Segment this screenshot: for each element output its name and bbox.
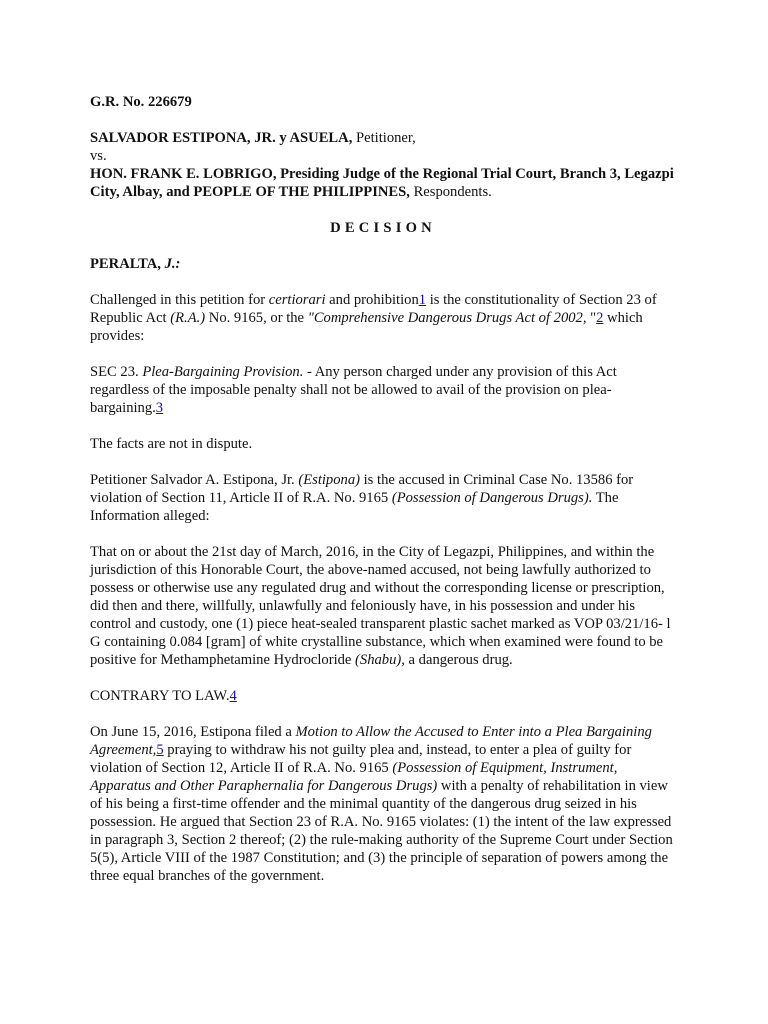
paragraph-petitioner [90, 471, 676, 525]
italic-run: (R.A.) [170, 310, 206, 326]
respondents-line [90, 165, 676, 201]
paragraph-motion [90, 723, 676, 885]
paragraph-information [90, 543, 676, 669]
text-run: a dangerous drug. [404, 652, 513, 668]
italic-run: "Comprehensive Dangerous Drugs Act of 2002, [307, 310, 591, 326]
italic-run: (Estipona) [298, 472, 360, 488]
text-run: - Any person charged under any provision of this Act regardless of the imposable penalty shall not be allowed to avail of the provision on plea-bargaining. [90, 364, 617, 416]
italic-run: certiorari [268, 292, 326, 308]
text-run: and prohibition [325, 292, 419, 308]
versus-line: vs. [90, 148, 107, 164]
footnote-link-3[interactable]: 3 [155, 400, 164, 416]
italic-run: (Possession of Equipment, Instrument, Apparatus and Other Paraphernalia for Dangerous Drugs) [90, 760, 618, 794]
italic-run: (Shabu), [355, 652, 405, 668]
italic-run: Motion to Allow the Accused to Enter into a Plea Bargaining Agreement, [90, 724, 652, 758]
ponente-line [90, 255, 676, 273]
footnote-link-2[interactable]: 2 [596, 310, 604, 326]
paragraph-challenge [90, 291, 676, 345]
text-run: SEC 23. [90, 364, 143, 380]
decision-heading: DECISION [330, 220, 436, 236]
case-number: G.R. No. 226679 [90, 94, 192, 110]
footnote-link-5[interactable]: 5 [156, 742, 164, 758]
paragraph-section-23 [90, 363, 676, 417]
footnote-link-4[interactable]: 4 [229, 688, 237, 704]
footnote-link-1[interactable]: 1 [418, 292, 427, 308]
text-run: Challenged in this petition for [90, 292, 269, 308]
text-run: Petitioner Salvador A. Estipona, Jr. [90, 472, 299, 488]
text-run: is the constitutionality of Section 23 of Republic Act [90, 292, 657, 326]
text-run: praying to withdraw his not guilty plea and, instead, to enter a plea of guilty for violation of Section 12, Article II of R.A. No. 9165 [90, 742, 632, 776]
text-run: " [590, 310, 597, 326]
petitioner-role: Petitioner, [352, 130, 416, 146]
case-parties [90, 129, 676, 201]
text-run: is the accused in Criminal Case No. 13586 for violation of Section 11, Article II of R.A. No. 9165 [90, 472, 634, 506]
ponente-suffix: J.: [164, 256, 181, 272]
paragraph-facts: The facts are not in dispute. [90, 436, 253, 452]
text-run: The Information alleged: [90, 490, 619, 524]
petitioner-name: SALVADOR ESTIPONA, JR. y ASUELA, [90, 130, 353, 146]
respondents-names: HON. FRANK E. LOBRIGO, Presiding Judge of the Regional Trial Court, Branch 3, Legazpi City, Albay, and PEOPLE OF THE PHILIPPINES, [90, 166, 674, 200]
text-run: On June 15, 2016, Estipona filed a [90, 724, 296, 740]
respondents-role: Respondents. [409, 184, 492, 200]
italic-run: (Possession of Dangerous Drugs). [391, 490, 593, 506]
text-run: with a penalty of rehabilitation in view of his being a first-time offender and the minimal quantity of the dangerous drug seized in his possession. He argued that Section 23 of R.A. No. 9165 violates: (1) the intent of the law expressed in paragraph 3, Section 2 thereof; (2) the rule-making authority of the Supreme Court under Section 5(5), Article VIII of the 1987 Constitution; and (3) the principle of separation of powers among the three equal branches of the government. [90, 778, 673, 884]
text-run: which provides: [90, 310, 643, 344]
ponente-name: PERALTA, [90, 256, 165, 272]
petitioner-line [90, 129, 676, 147]
text-run: That on or about the 21st day of March, 2016, in the City of Legazpi, Philippines, and within the jurisdiction of this Honorable Court, the above-named accused, not being lawfully authorized to possess or otherwise use any regulated drug and without the corresponding license or prescription, did then and there, willfully, unlawfully and feloniously have, in his possession and under his control and custody, one (1) piece heat-sealed transparent plastic sachet marked as VOP 03/21/16- l G containing 0.084 [gram] of white crystalline substance, which when examined were found to be positive for Methamphetamine Hydrocloride [90, 544, 671, 668]
text-run: CONTRARY TO LAW. [90, 688, 230, 704]
paragraph-contrary-to-law [90, 687, 676, 705]
italic-run: Plea-Bargaining Provision. [142, 364, 304, 380]
text-run: No. 9165, or the [205, 310, 308, 326]
